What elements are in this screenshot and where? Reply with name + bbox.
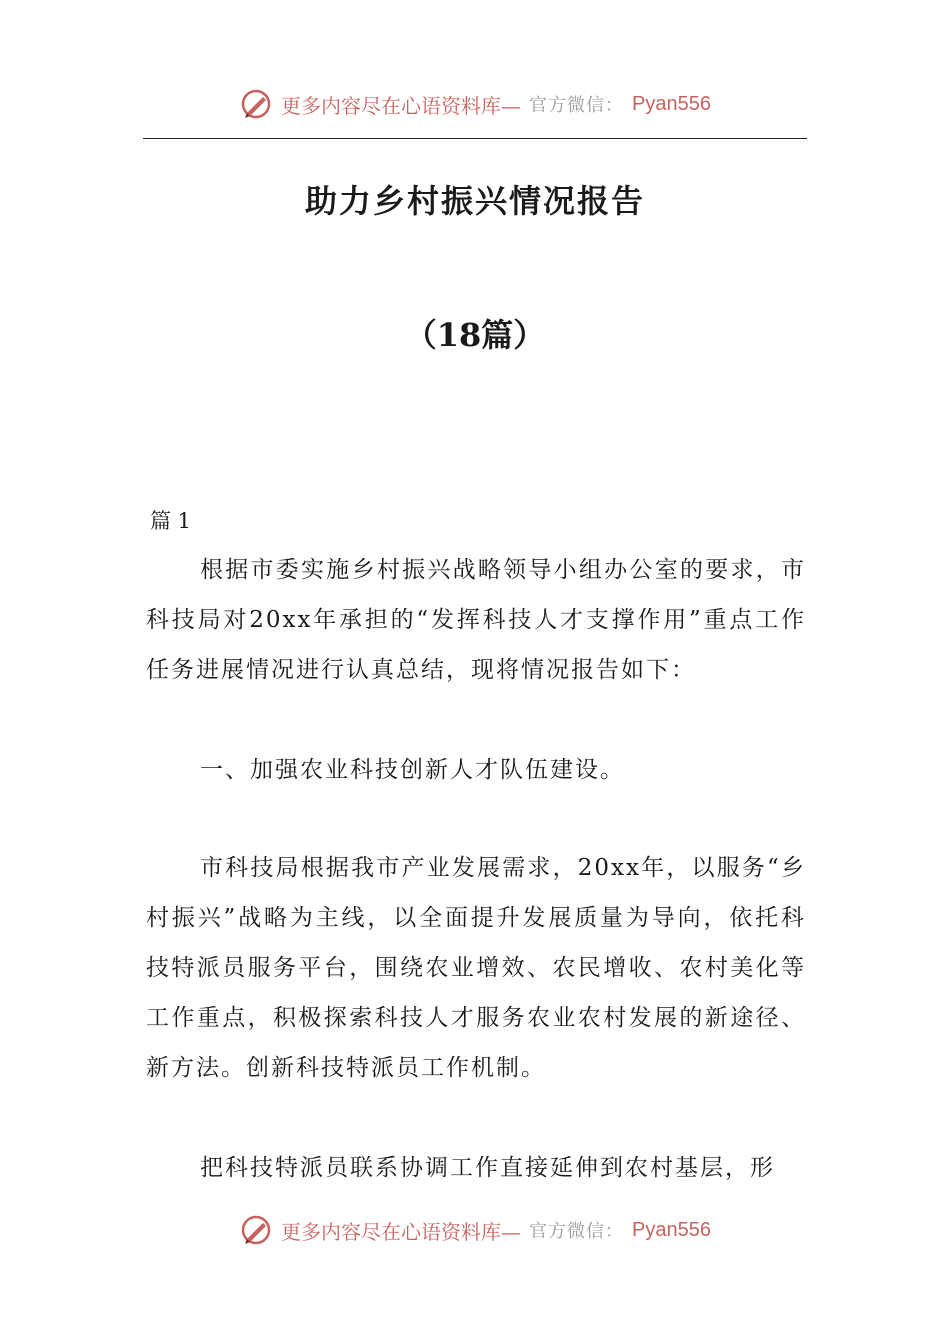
section-label: 篇 1	[150, 509, 192, 533]
watermark-wechat-id: Pyan556	[632, 1218, 711, 1241]
pen-logo-icon	[239, 87, 273, 121]
paragraph: 市科技局根据我市产业发展需求，20xx年，以服务“乡村振兴”战略为主线，以全面提升发展质量为导向，依托科技特派员服务平台，围绕农业增效、农民增收、农村美化等工作重点，积极探索科技人才服务农业农村发展的新途径、新方法。创新科技特派员工作机制。	[146, 855, 806, 1081]
watermark-wechat-id: Pyan556	[632, 92, 711, 115]
footer-watermark	[0, 1210, 950, 1250]
watermark-text: 更多内容尽在心语资料库—	[281, 93, 522, 118]
paragraph: 把科技特派员联系协调工作直接延伸到农村基层，形	[200, 1155, 775, 1181]
header-watermark	[0, 84, 950, 124]
pen-logo-icon	[239, 1213, 273, 1247]
watermark-text: 更多内容尽在心语资料库—	[281, 1219, 522, 1244]
document-title: 助力乡村振兴情况报告	[304, 182, 645, 220]
watermark-wechat-label: 官方微信：	[529, 1221, 625, 1242]
document-subtitle: （18篇）	[404, 316, 546, 354]
paragraph: 根据市委实施乡村振兴战略领导小组办公室的要求，市科技局对20xx年承担的“发挥科技人才支撑作用”重点工作任务进展情况进行认真总结，现将情况报告如下：	[146, 557, 806, 683]
watermark-wechat-label: 官方微信：	[529, 95, 625, 116]
header-divider	[143, 138, 807, 139]
section-heading: 一、加强农业科技创新人才队伍建设。	[200, 757, 625, 783]
